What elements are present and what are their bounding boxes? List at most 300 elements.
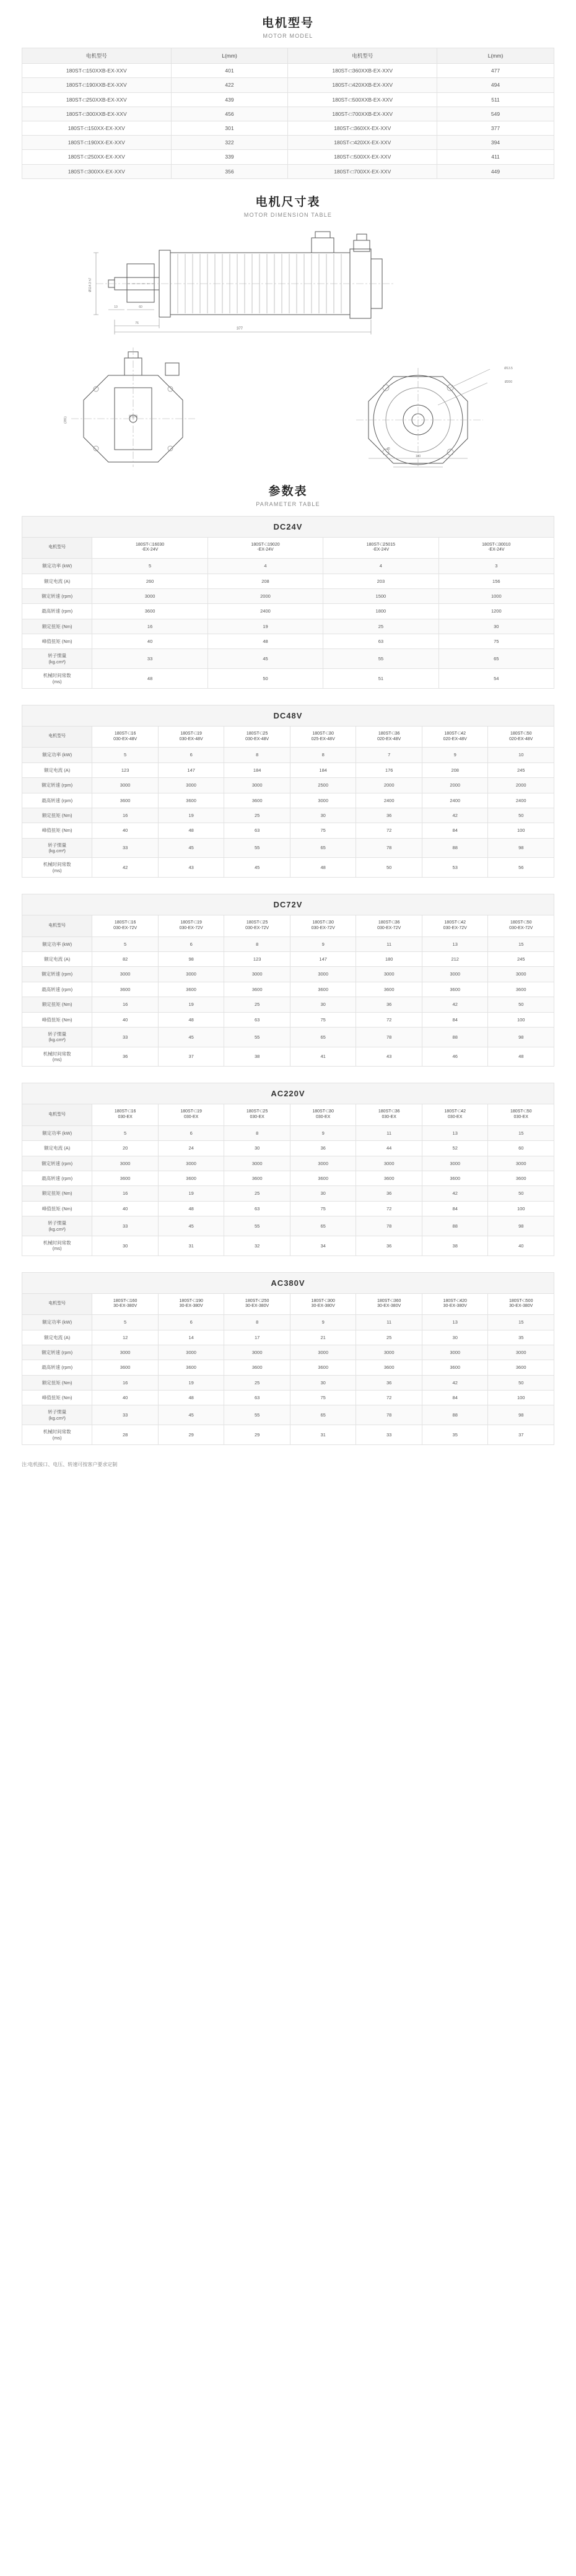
table-cell: 40 <box>92 1201 159 1216</box>
table-cell: 16 <box>92 808 159 823</box>
table-cell: 3600 <box>356 1360 422 1375</box>
table-cell: 180ST-□190XX-EX-XXV <box>22 136 172 150</box>
row-header: 转子惯量 (kg.cm²) <box>22 838 92 858</box>
table-cell: 180ST-□16 030-EX-72V <box>92 915 159 937</box>
table-row <box>22 1216 554 1236</box>
table-cell: 100 <box>488 1201 554 1216</box>
table-cell: 20 <box>92 1141 159 1156</box>
table-cell: 88 <box>422 1216 488 1236</box>
parameter-tables-container <box>0 516 576 1445</box>
table-cell: 3600 <box>224 1360 290 1375</box>
table-cell: 35 <box>422 1425 488 1445</box>
table-cell: 3600 <box>158 793 224 808</box>
row-header: 额定扭矩 (Nm) <box>22 1186 92 1201</box>
parameter-table <box>22 1104 554 1255</box>
table-cell: 377 <box>437 121 554 135</box>
table-cell: 180ST-□300XX-EX-XXV <box>22 164 172 178</box>
parameter-table-title: DC72V <box>22 894 554 915</box>
table-cell: 339 <box>171 150 288 164</box>
table-cell: 5 <box>92 937 159 951</box>
row-header: 额定转速 (rpm) <box>22 778 92 793</box>
row-header: 额定电流 (A) <box>22 1141 92 1156</box>
table-cell: 3000 <box>290 1345 356 1360</box>
table-cell: 21 <box>290 1330 356 1345</box>
table-cell: 180ST-□360XX-EX-XXV <box>288 121 437 135</box>
table-row <box>22 1141 554 1156</box>
table-cell: 245 <box>488 952 554 967</box>
table-row <box>22 1293 554 1315</box>
label-wire-outlet: 外接线 <box>128 414 138 419</box>
table-cell: 5 <box>92 748 159 762</box>
table-cell: 3600 <box>290 982 356 997</box>
table-cell: 55 <box>224 1216 290 1236</box>
table-cell: 3000 <box>488 967 554 982</box>
table-cell: 48 <box>488 1047 554 1067</box>
table-cell: 63 <box>224 1012 290 1027</box>
row-header: 最高转速 (rpm) <box>22 1360 92 1375</box>
table-row <box>22 915 554 937</box>
table-cell: 6 <box>158 748 224 762</box>
table-cell: 88 <box>422 1405 488 1425</box>
table-cell: 100 <box>488 1391 554 1405</box>
table-cell: 449 <box>437 164 554 178</box>
row-header: 额定扭矩 (Nm) <box>22 808 92 823</box>
table-cell: 14 <box>158 1330 224 1345</box>
parameter-table <box>22 726 554 878</box>
table-cell: 48 <box>207 634 323 649</box>
table-cell: 3000 <box>158 1156 224 1171</box>
table-cell: 180ST-□50 020-EX-48V <box>488 726 554 748</box>
dim-label-180: 180 <box>415 454 421 458</box>
parameter-table-title: AC380V <box>22 1272 554 1293</box>
table-cell: 8 <box>224 1125 290 1140</box>
table-cell: 180ST-□25 030-EX-72V <box>224 915 290 937</box>
row-header: 峰值扭矩 (Nm) <box>22 1391 92 1405</box>
table-cell: 322 <box>171 136 288 150</box>
table-cell: 180ST-□50 030-EX-72V <box>488 915 554 937</box>
row-header: 电机型号 <box>22 537 92 559</box>
table-cell: 33 <box>92 649 207 669</box>
dim-label-pcd: Ø200 <box>504 380 513 384</box>
table-row <box>22 92 554 107</box>
row-header: 机械时间常数 (ms) <box>22 1236 92 1255</box>
table-cell: 19 <box>158 1375 224 1390</box>
row-header: 转子惯量 (kg.cm²) <box>22 649 92 669</box>
table-cell: 30 <box>290 1186 356 1201</box>
table-cell: 180ST-□420XX-EX-XXV <box>288 136 437 150</box>
row-header: 电机型号 <box>22 726 92 748</box>
motor-side-view-drawing <box>22 227 554 344</box>
table-cell: 98 <box>488 1216 554 1236</box>
table-cell: 36 <box>92 1047 159 1067</box>
table-cell: 411 <box>437 150 554 164</box>
table-cell: 35 <box>488 1330 554 1345</box>
motor-model-table-body <box>22 64 554 179</box>
dim-label-76: 76 <box>135 321 139 325</box>
table-cell: 50 <box>488 808 554 823</box>
table-cell: 180 <box>356 952 422 967</box>
motor-model-table <box>22 48 554 179</box>
table-cell: 180ST-□190 30-EX-380V <box>158 1293 224 1315</box>
section-title-en: MOTOR DIMENSION TABLE <box>243 211 333 218</box>
side-view-row <box>22 227 554 344</box>
table-cell: 30 <box>290 1375 356 1390</box>
table-cell: 50 <box>488 1186 554 1201</box>
table-cell: 30 <box>439 619 554 634</box>
table-cell: 439 <box>171 92 288 107</box>
table-row <box>22 967 554 982</box>
table-cell: 3600 <box>488 1360 554 1375</box>
table-cell: 43 <box>158 858 224 878</box>
table-cell: 46 <box>422 1047 488 1067</box>
table-cell: 8 <box>290 748 356 762</box>
table-row <box>22 1405 554 1425</box>
table-row <box>22 762 554 777</box>
table-cell: 38 <box>224 1047 290 1067</box>
table-cell: 5 <box>92 559 207 574</box>
table-cell: 50 <box>356 858 422 878</box>
table-cell: 50 <box>488 997 554 1012</box>
dimension-drawings <box>22 227 554 468</box>
table-row <box>22 537 554 559</box>
table-row <box>22 164 554 178</box>
table-cell: 41 <box>290 1047 356 1067</box>
table-cell: 180ST-□30 025-EX-48V <box>290 726 356 748</box>
table-cell: 72 <box>356 1201 422 1216</box>
dim-label-hole: Ø13.5 <box>504 366 513 370</box>
section-heading-dimension <box>0 193 576 218</box>
table-row <box>22 748 554 762</box>
row-header: 峰值扭矩 (Nm) <box>22 1201 92 1216</box>
table-cell: 180ST-□250 30-EX-380V <box>224 1293 290 1315</box>
table-cell: 65 <box>290 1405 356 1425</box>
product-spec-page <box>0 14 576 1487</box>
table-cell: 54 <box>439 669 554 689</box>
table-cell: 9 <box>290 1315 356 1330</box>
table-cell: 25 <box>224 808 290 823</box>
table-cell: 37 <box>158 1047 224 1067</box>
table-cell: 3600 <box>356 1171 422 1186</box>
table-cell: 50 <box>207 669 323 689</box>
row-header: 最高转速 (rpm) <box>22 793 92 808</box>
table-cell: 2400 <box>422 793 488 808</box>
table-cell: 422 <box>171 78 288 92</box>
row-header: 额定转速 (rpm) <box>22 588 92 603</box>
table-cell: 1500 <box>323 588 439 603</box>
table-cell: 3000 <box>158 778 224 793</box>
table-row <box>22 1345 554 1360</box>
table-row <box>22 997 554 1012</box>
table-cell: 180ST-□25 030-EX <box>224 1104 290 1126</box>
table-cell: 75 <box>290 823 356 838</box>
table-cell: 28 <box>92 1425 159 1445</box>
table-cell: 3600 <box>92 1360 159 1375</box>
table-cell: 8 <box>224 937 290 951</box>
parameter-table-block <box>22 894 554 1067</box>
row-header: 机械时间常数 (ms) <box>22 858 92 878</box>
col-header-model-2: 电机型号 <box>288 48 437 64</box>
table-cell: 72 <box>356 1391 422 1405</box>
table-header-row <box>22 48 554 64</box>
table-row <box>22 64 554 78</box>
table-cell: 30 <box>224 1141 290 1156</box>
row-header: 额定功率 (kW) <box>22 1315 92 1330</box>
table-cell: 75 <box>290 1201 356 1216</box>
table-cell: 84 <box>422 1012 488 1027</box>
table-row <box>22 1391 554 1405</box>
table-cell: 477 <box>437 64 554 78</box>
table-cell: 180ST-□36 030-EX-72V <box>356 915 422 937</box>
table-cell: 44 <box>356 1141 422 1156</box>
table-cell: 180ST-□160 30-EX-380V <box>92 1293 159 1315</box>
table-cell: 31 <box>290 1425 356 1445</box>
table-cell: 53 <box>422 858 488 878</box>
table-cell: 98 <box>488 1027 554 1047</box>
table-cell: 3000 <box>422 967 488 982</box>
row-header: 额定转速 (rpm) <box>22 967 92 982</box>
table-cell: 40 <box>488 1236 554 1255</box>
table-cell: 3000 <box>224 967 290 982</box>
table-cell: 5 <box>92 1315 159 1330</box>
table-cell: 180ST-□42 030-EX-72V <box>422 915 488 937</box>
table-cell: 147 <box>290 952 356 967</box>
table-cell: 3600 <box>422 1360 488 1375</box>
table-cell: 45 <box>158 1027 224 1047</box>
table-cell: 3600 <box>158 1360 224 1375</box>
table-cell: 36 <box>290 1141 356 1156</box>
table-row <box>22 1104 554 1126</box>
table-cell: 2500 <box>290 778 356 793</box>
table-cell: 3000 <box>92 1345 159 1360</box>
table-cell: 123 <box>224 952 290 967</box>
row-header: 额定功率 (kW) <box>22 937 92 951</box>
table-cell: 45 <box>207 649 323 669</box>
parameter-table-block <box>22 1272 554 1445</box>
table-cell: 180ST-□150XX-EX-XXV <box>22 121 172 135</box>
table-row <box>22 937 554 951</box>
table-cell: 3600 <box>92 982 159 997</box>
row-header: 额定功率 (kW) <box>22 559 92 574</box>
table-cell: 56 <box>488 858 554 878</box>
table-cell: 3000 <box>422 1156 488 1171</box>
table-cell: 2000 <box>488 778 554 793</box>
table-row <box>22 1360 554 1375</box>
table-cell: 63 <box>224 1201 290 1216</box>
table-cell: 55 <box>224 1405 290 1425</box>
table-cell: 3600 <box>158 1171 224 1186</box>
table-cell: 3000 <box>290 1156 356 1171</box>
table-cell: 3000 <box>92 967 159 982</box>
table-cell: 55 <box>224 838 290 858</box>
table-cell: 2000 <box>356 778 422 793</box>
table-row <box>22 838 554 858</box>
table-cell: 84 <box>422 823 488 838</box>
table-cell: 36 <box>356 997 422 1012</box>
table-row <box>22 1156 554 1171</box>
parameter-table-block <box>22 516 554 689</box>
col-header-length-1: L(mm) <box>171 48 288 64</box>
table-row <box>22 1425 554 1445</box>
table-cell: 43 <box>356 1047 422 1067</box>
table-row <box>22 726 554 748</box>
parameter-table-title: AC220V <box>22 1083 554 1104</box>
parameter-table <box>22 915 554 1067</box>
table-cell: 19 <box>158 808 224 823</box>
table-row <box>22 952 554 967</box>
table-cell: 30 <box>422 1330 488 1345</box>
table-cell: 180ST-□16 030-EX-48V <box>92 726 159 748</box>
table-cell: 16 <box>92 997 159 1012</box>
table-cell: 3000 <box>290 793 356 808</box>
table-cell: 180ST-□19 030-EX <box>158 1104 224 1126</box>
table-cell: 36 <box>356 808 422 823</box>
table-row <box>22 1186 554 1201</box>
table-cell: 3600 <box>158 982 224 997</box>
table-cell: 29 <box>224 1425 290 1445</box>
table-cell: 48 <box>158 1391 224 1405</box>
table-cell: 38 <box>422 1236 488 1255</box>
table-cell: 25 <box>224 997 290 1012</box>
table-cell: 42 <box>422 808 488 823</box>
parameter-table <box>22 1293 554 1445</box>
table-cell: 301 <box>171 121 288 135</box>
table-cell: 394 <box>437 136 554 150</box>
table-cell: 45 <box>224 858 290 878</box>
table-cell: 34 <box>290 1236 356 1255</box>
table-row <box>22 808 554 823</box>
table-cell: 12 <box>92 1330 159 1345</box>
table-cell: 42 <box>422 1186 488 1201</box>
row-header: 峰值扭矩 (Nm) <box>22 1012 92 1027</box>
row-header: 额定功率 (kW) <box>22 748 92 762</box>
row-header: 机械时间常数 (ms) <box>22 669 92 689</box>
table-cell: 45 <box>158 1216 224 1236</box>
table-cell: 88 <box>422 838 488 858</box>
table-cell: 180ST-□16 030-EX <box>92 1104 159 1126</box>
table-cell: 3600 <box>92 1171 159 1186</box>
table-cell: 180ST-□700XXB-EX-XXV <box>288 107 437 121</box>
table-cell: 3000 <box>356 1156 422 1171</box>
table-cell: 3600 <box>488 1171 554 1186</box>
row-header: 峰值扭矩 (Nm) <box>22 634 92 649</box>
table-cell: 3000 <box>488 1345 554 1360</box>
table-cell: 33 <box>92 1027 159 1047</box>
table-cell: 184 <box>224 762 290 777</box>
table-cell: 180ST-□250XXB-EX-XXV <box>22 92 172 107</box>
table-row <box>22 619 554 634</box>
table-cell: 42 <box>422 997 488 1012</box>
table-cell: 203 <box>323 574 439 588</box>
table-cell: 40 <box>92 823 159 838</box>
table-row <box>22 604 554 619</box>
table-cell: 25 <box>356 1330 422 1345</box>
table-cell: 180ST-□16030 -EX-24V <box>92 537 207 559</box>
table-cell: 8 <box>224 1315 290 1330</box>
table-cell: 5 <box>92 1125 159 1140</box>
table-cell: 3000 <box>92 1156 159 1171</box>
dim-label-281: (281) <box>64 416 68 424</box>
table-cell: 7 <box>356 748 422 762</box>
table-cell: 78 <box>356 1216 422 1236</box>
table-cell: 180ST-□300 30-EX-380V <box>290 1293 356 1315</box>
row-header: 额定功率 (kW) <box>22 1125 92 1140</box>
section-title-cn: 电机型号 <box>261 17 314 30</box>
table-row <box>22 823 554 838</box>
table-row <box>22 136 554 150</box>
table-cell: 13 <box>422 937 488 951</box>
table-cell: 45 <box>158 838 224 858</box>
table-cell: 549 <box>437 107 554 121</box>
section-heading-motor-model <box>0 14 576 39</box>
table-row <box>22 78 554 92</box>
table-cell: 2000 <box>207 588 323 603</box>
table-cell: 30 <box>290 997 356 1012</box>
table-row <box>22 1027 554 1047</box>
table-cell: 16 <box>92 1186 159 1201</box>
table-cell: 3600 <box>290 1360 356 1375</box>
table-cell: 63 <box>323 634 439 649</box>
table-row <box>22 1236 554 1255</box>
table-cell: 48 <box>92 669 207 689</box>
table-cell: 3600 <box>224 982 290 997</box>
parameter-table-block <box>22 1083 554 1255</box>
table-cell: 84 <box>422 1201 488 1216</box>
table-cell: 31 <box>158 1236 224 1255</box>
table-cell: 30 <box>92 1236 159 1255</box>
table-cell: 9 <box>290 937 356 951</box>
row-header: 转子惯量 (kg.cm²) <box>22 1027 92 1047</box>
table-row <box>22 1330 554 1345</box>
table-cell: 208 <box>422 762 488 777</box>
table-cell: 100 <box>488 1012 554 1027</box>
table-cell: 456 <box>171 107 288 121</box>
table-cell: 1200 <box>439 604 554 619</box>
table-cell: 9 <box>290 1125 356 1140</box>
table-cell: 2400 <box>207 604 323 619</box>
table-cell: 55 <box>323 649 439 669</box>
table-cell: 180ST-□30 030-EX-72V <box>290 915 356 937</box>
table-cell: 40 <box>92 1391 159 1405</box>
row-header: 机械时间常数 (ms) <box>22 1047 92 1067</box>
row-header: 额定转速 (rpm) <box>22 1156 92 1171</box>
table-cell: 24 <box>158 1141 224 1156</box>
parameter-table-title: DC48V <box>22 705 554 726</box>
col-header-model-1: 电机型号 <box>22 48 172 64</box>
table-row <box>22 1171 554 1186</box>
row-header: 额定电流 (A) <box>22 1330 92 1345</box>
table-cell: 51 <box>323 669 439 689</box>
row-header: 电机型号 <box>22 1104 92 1126</box>
row-header: 峰值扭矩 (Nm) <box>22 823 92 838</box>
motor-front-and-back-view-drawing <box>22 344 554 468</box>
table-cell: 180ST-□150XXB-EX-XXV <box>22 64 172 78</box>
table-cell: 72 <box>356 1012 422 1027</box>
table-cell: 3000 <box>356 967 422 982</box>
table-cell: 100 <box>488 823 554 838</box>
table-row <box>22 1012 554 1027</box>
table-cell: 75 <box>290 1391 356 1405</box>
table-cell: 65 <box>290 1216 356 1236</box>
table-row <box>22 121 554 135</box>
row-header: 转子惯量 (kg.cm²) <box>22 1216 92 1236</box>
table-cell: 65 <box>290 838 356 858</box>
table-row <box>22 793 554 808</box>
table-cell: 511 <box>437 92 554 107</box>
table-cell: 3600 <box>92 793 159 808</box>
table-cell: 33 <box>356 1425 422 1445</box>
section-title-cn: 参数表 <box>268 484 308 498</box>
table-cell: 180ST-□420XXB-EX-XXV <box>288 78 437 92</box>
